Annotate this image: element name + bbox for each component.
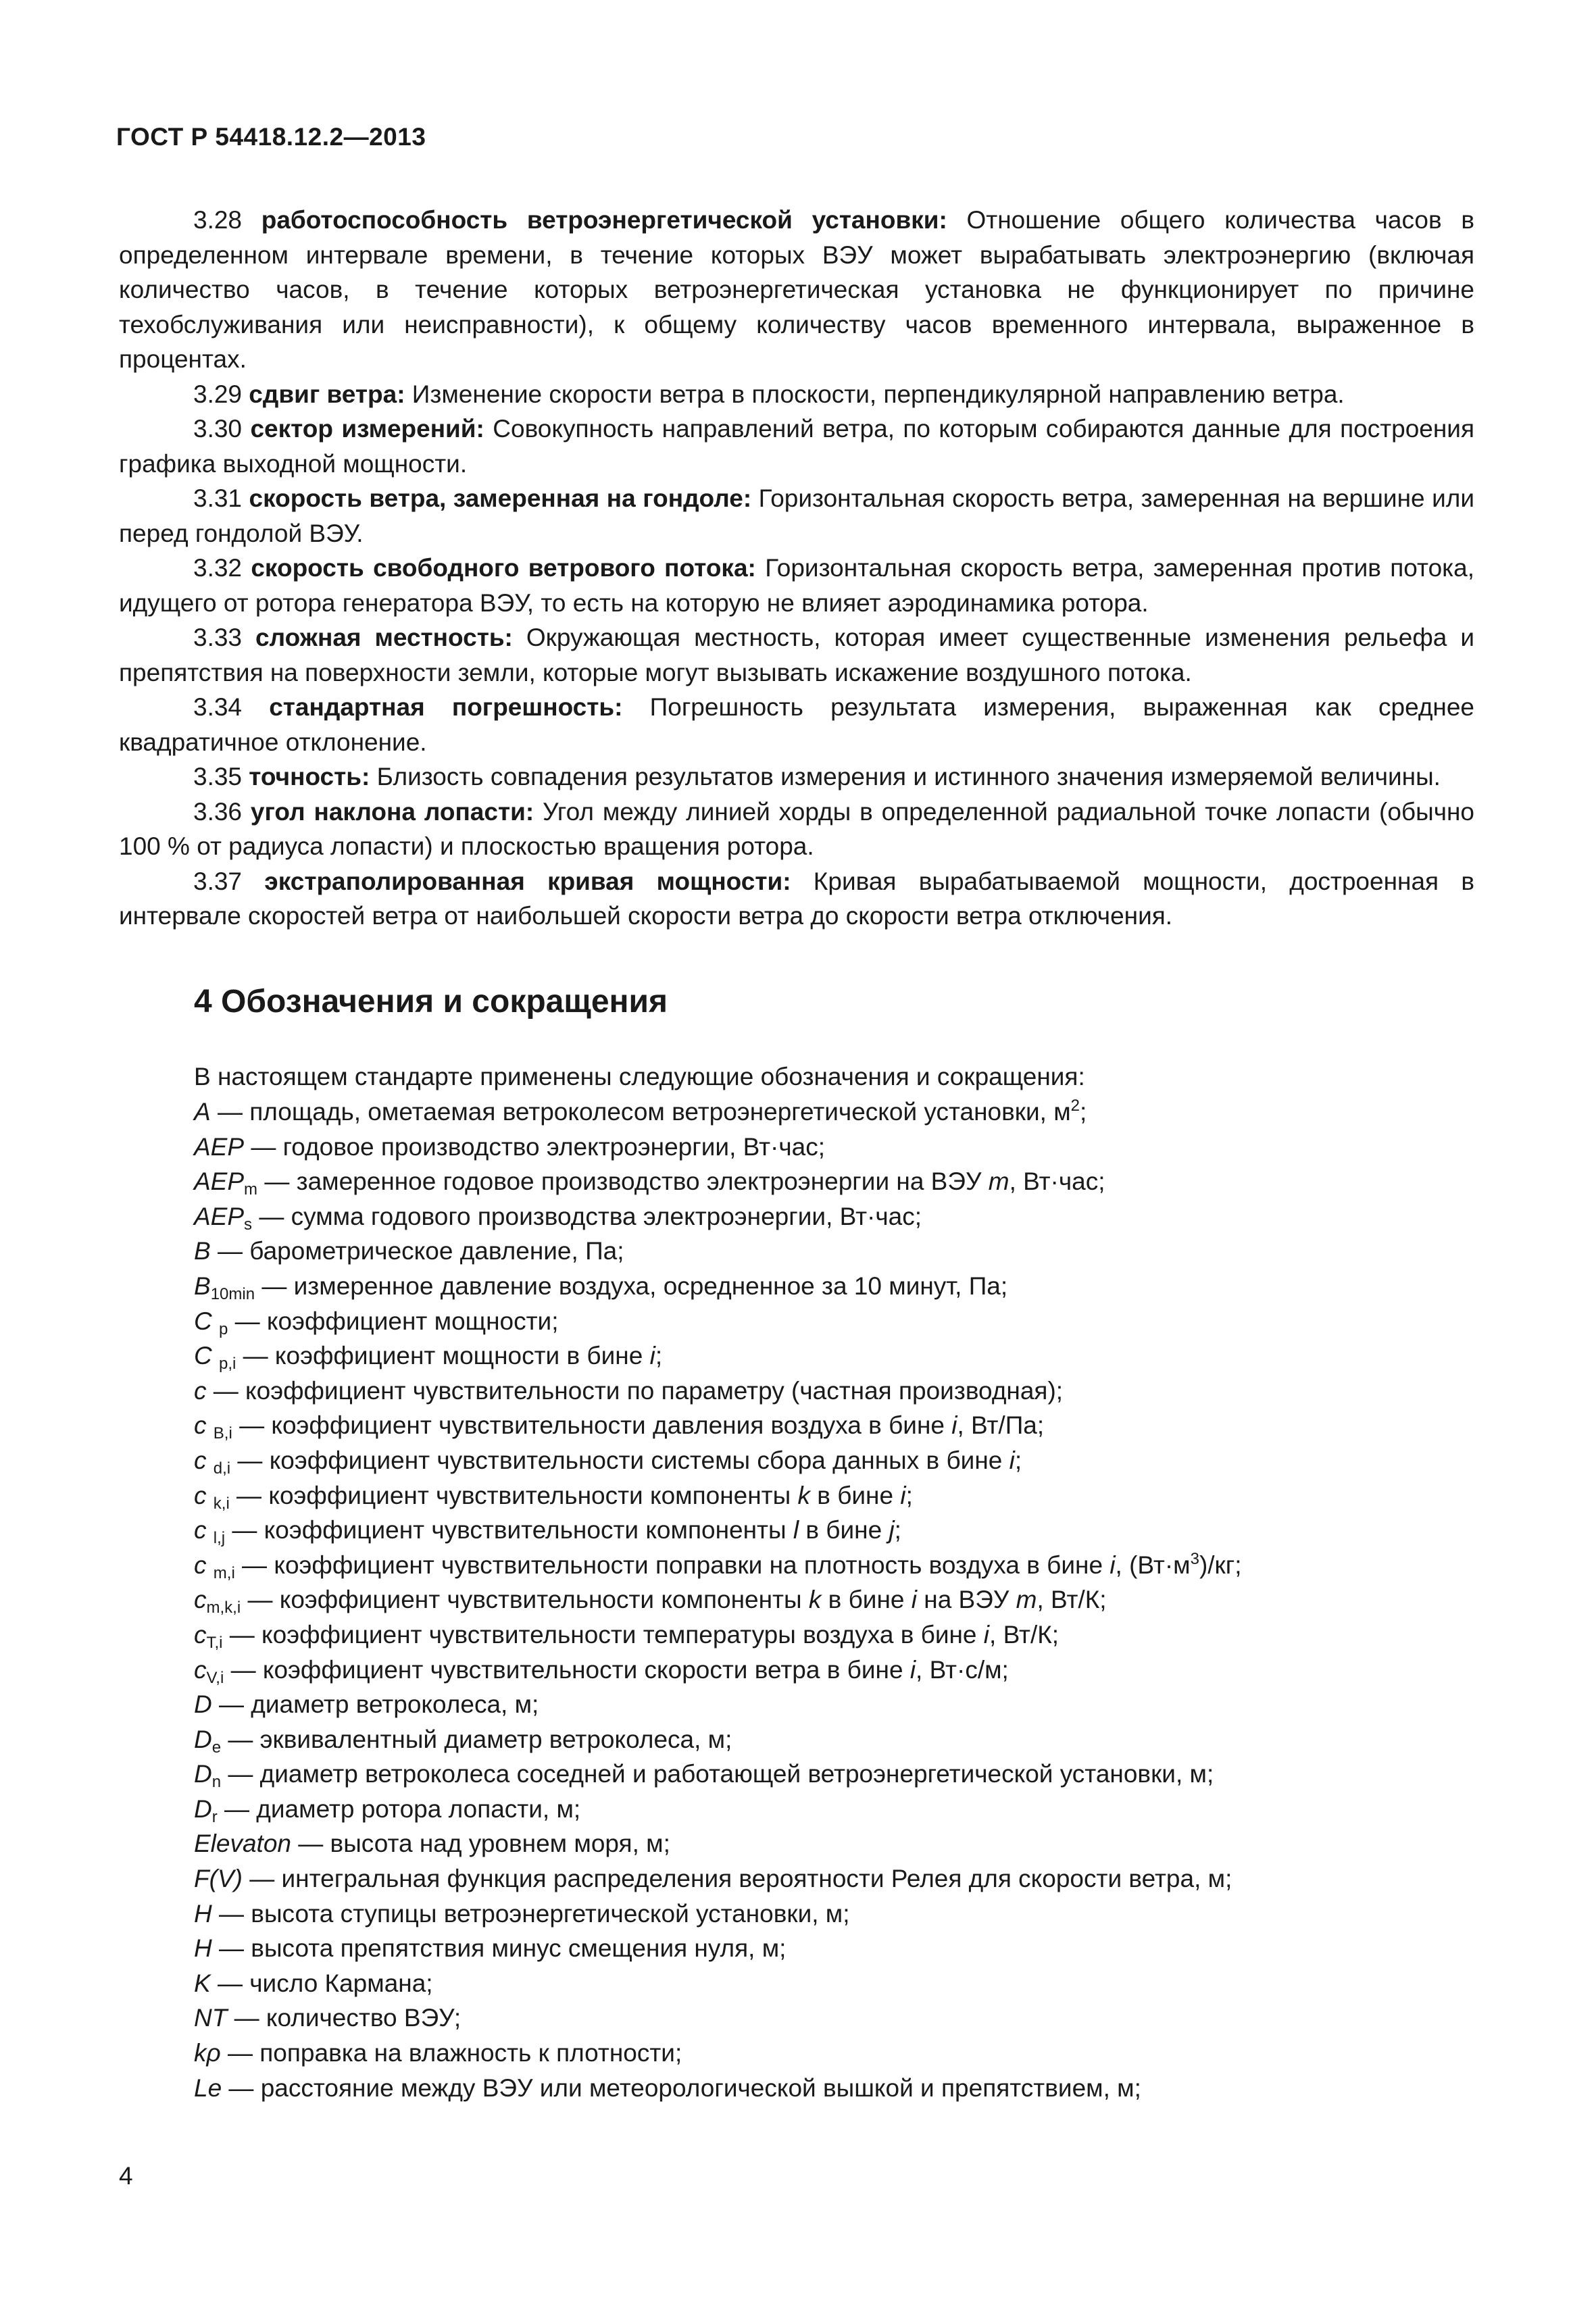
symbol: D [194, 1760, 212, 1788]
symbol-description: — коэффициент чувствительности компоненты [225, 1516, 793, 1544]
definitions-list [119, 203, 1474, 934]
symbol-item [194, 1792, 1464, 1827]
symbol-description: , Вт·с/м; [916, 1655, 1009, 1684]
symbol-item [194, 1095, 1464, 1130]
symbol-description: , Вт·час; [1009, 1167, 1105, 1196]
symbol-item [194, 1304, 1464, 1339]
definition-term: экстраполированная кривая мощности: [264, 867, 791, 895]
definition-item [119, 411, 1474, 481]
symbol-subscript: m [244, 1180, 258, 1199]
symbol: H [194, 1934, 212, 1963]
symbol: K [194, 1969, 211, 1997]
definition-text: Кривая вырабатываемой мощности, достроенная в интервале скоростей ветра от наибольшей скорости ветра до скорости ветра отключения. [119, 867, 1474, 930]
symbol: c [194, 1516, 214, 1544]
symbol-description: , Вт/К; [989, 1620, 1059, 1649]
symbol-description: ; [1080, 1098, 1087, 1126]
symbol: B [194, 1272, 211, 1300]
symbol: D [194, 1794, 212, 1823]
symbol-description: — коэффициент чувствительности температуры воздуха в бине [222, 1620, 984, 1649]
symbol-item [194, 2036, 1464, 2071]
symbol-description: — количество ВЭУ; [227, 2004, 462, 2032]
symbol-variable: i [1009, 1446, 1015, 1474]
definition-term: сдвиг ветра: [249, 380, 405, 408]
standard-header: ГОСТ Р 54418.12.2—2013 [116, 123, 426, 151]
symbol: B [194, 1237, 211, 1265]
symbol-description: — высота ступицы ветроэнергетической установки, м; [211, 1899, 850, 1928]
symbol-description: — коэффициент чувствительности давления воздуха в бине [232, 1411, 952, 1440]
symbol-subscript: 10min [210, 1284, 255, 1303]
symbol-description: — измеренное давление воздуха, осредненное за 10 минут, Па; [255, 1272, 1008, 1300]
symbol-item [194, 2071, 1464, 2106]
definition-number: 3.29 [193, 380, 243, 408]
symbol-item [194, 1966, 1464, 2001]
symbol-description: — коэффициент чувствительности компоненты [241, 1586, 809, 1614]
symbol-item [194, 1548, 1464, 1583]
symbol-item [194, 1269, 1464, 1304]
symbol-subscript: B,i [213, 1424, 232, 1443]
symbol-description: , Вт/Па; [957, 1411, 1045, 1440]
symbol-variable: i [911, 1586, 917, 1614]
definition-item [119, 690, 1474, 759]
definition-item [119, 203, 1474, 377]
symbol-subscript: p,i [219, 1355, 236, 1374]
symbol: NT [194, 2004, 228, 2032]
symbol-subscript: n [211, 1773, 222, 1792]
symbol-item [194, 1408, 1464, 1443]
definition-text: Горизонтальная скорость ветра, замеренная против потока, идущего от ротора генератора ВЭУ, то есть на которую не влияет аэродинамика ротора. [119, 554, 1475, 617]
symbol: C [194, 1342, 219, 1370]
symbol-subscript: T,i [206, 1633, 223, 1652]
symbol-variable: j [889, 1516, 895, 1544]
definition-text: Горизонтальная скорость ветра, замеренная на вершине или перед гондолой ВЭУ. [119, 484, 1475, 547]
symbol-item [194, 1199, 1464, 1234]
symbol-variable: m [988, 1167, 1009, 1196]
symbol-subscript: e [211, 1738, 222, 1757]
symbol-description: — диаметр ротора лопасти, м; [217, 1794, 581, 1823]
symbol-description: — интегральная функция распределения вероятности Релея для скорости ветра, м; [242, 1865, 1232, 1893]
symbol-description: — диаметр ветроколеса соседней и работающей ветроэнергетической установки, м; [221, 1760, 1214, 1788]
definition-text: Окружающая местность, которая имеет существенные изменения рельефа и препятствия на поверхности земли, которые могут вызывать искажение воздушного потока. [119, 624, 1475, 686]
symbol-subscript: l,j [213, 1529, 226, 1548]
symbol-subscript: s [244, 1215, 253, 1234]
symbol-subscript: d,i [213, 1459, 231, 1478]
symbol: c [194, 1586, 207, 1614]
symbol-description: — сумма годового производства электроэнергии, Вт·час; [252, 1202, 922, 1230]
symbol: H [194, 1899, 212, 1928]
symbol-item [194, 1896, 1464, 1932]
definition-text: Отношение общего количества часов в определенном интервале времени, в течение которых ВЭУ может вырабатывать электроэнергию (включая количество часов, в течение которых ветроэнергетическая установка не функционирует по причине техобслуживания или неисправности), к общему количеству часов временного интервала, выраженное в процентах. [119, 206, 1474, 373]
symbol-item [194, 1513, 1464, 1548]
symbol: AEP [194, 1202, 245, 1230]
symbol: C [194, 1307, 219, 1335]
section-intro: В настоящем стандарте применены следующие обозначения и сокращения: [194, 1063, 1085, 1090]
definition-number: 3.28 [193, 206, 243, 234]
symbol-variable: i [983, 1620, 990, 1649]
symbol: c [194, 1551, 214, 1579]
definition-number: 3.30 [193, 415, 243, 443]
symbol-description: в бине [799, 1516, 889, 1544]
definition-term: скорость ветра, замеренная на гондоле: [249, 484, 752, 512]
definition-term: скорость свободного ветрового потока: [251, 554, 756, 582]
symbol: F(V) [194, 1865, 243, 1893]
definition-number: 3.33 [193, 624, 243, 651]
symbol-description: — диаметр ветроколеса, м; [211, 1690, 539, 1719]
symbol-item [194, 1861, 1464, 1896]
symbol-superscript: 3 [1190, 1549, 1199, 1568]
symbol-description: — барометрическое давление, Па; [210, 1237, 624, 1265]
symbol-item [194, 1826, 1464, 1861]
symbols-list [194, 1095, 1464, 2105]
definition-number: 3.31 [193, 484, 243, 512]
symbol: AEP [194, 1167, 245, 1196]
symbol-description: в бине [809, 1481, 901, 1509]
symbol-item [194, 1164, 1464, 1199]
definition-item [119, 864, 1474, 934]
symbol: A [194, 1098, 211, 1126]
symbol-description: — замеренное годовое производство электроэнергии на ВЭУ [257, 1167, 989, 1196]
symbol: c [194, 1620, 207, 1649]
symbol-variable: k [808, 1586, 822, 1614]
symbol-description: — коэффициент чувствительности поправки на плотность воздуха в бине [234, 1551, 1110, 1579]
symbol-item [194, 1582, 1464, 1617]
symbol-variable: l [793, 1516, 799, 1544]
section-title: 4 Обозначения и сокращения [194, 984, 668, 1020]
definition-item [119, 620, 1474, 690]
symbol: c [194, 1481, 214, 1509]
symbol: AEP [194, 1132, 245, 1161]
definition-text: Близость совпадения результатов измерения и истинного значения измеряемой величины. [370, 763, 1441, 790]
definition-term: работоспособность ветроэнергетической установки: [261, 206, 947, 234]
symbol-description: , (Вт·м [1115, 1551, 1191, 1579]
definition-term: сложная местность: [255, 624, 513, 651]
symbol-description: — коэффициент чувствительности системы сбора данных в бине [230, 1446, 1009, 1474]
symbol-variable: i [951, 1411, 957, 1440]
symbol-description: в бине [821, 1586, 912, 1614]
symbol-description: — коэффициент чувствительности скорости ветра в бине [224, 1655, 910, 1684]
symbol-item [194, 1653, 1464, 1688]
symbol-item [194, 1374, 1464, 1409]
definition-text: Угол между линией хорды в определенной радиальной точке лопасти (обычно 100 % от радиуса лопасти) и плоскостью вращения ротора. [119, 797, 1475, 860]
symbol-description: — высота над уровнем моря, м; [291, 1830, 670, 1858]
symbol-description: , Вт/К; [1037, 1586, 1107, 1614]
symbol-variable: k [797, 1481, 810, 1509]
symbol-item [194, 1478, 1464, 1513]
definition-number: 3.32 [193, 554, 243, 582]
symbol-description: ; [1014, 1446, 1022, 1474]
symbol-description: ; [655, 1342, 663, 1370]
definition-term: угол наклона лопасти: [250, 797, 534, 826]
symbol-variable: i [900, 1481, 906, 1509]
definition-item [119, 481, 1474, 551]
symbol-subscript: r [211, 1807, 218, 1826]
definition-term: точность: [249, 763, 370, 790]
symbol: Elevaton [194, 1830, 291, 1858]
symbol-description: — поправка на влажность к плотности; [220, 2039, 682, 2067]
symbol-variable: i [1109, 1551, 1116, 1579]
symbol-item [194, 2001, 1464, 2036]
symbol: D [194, 1725, 212, 1753]
symbol-description: — коэффициент мощности; [228, 1307, 559, 1335]
symbol-subscript: k,i [213, 1494, 230, 1513]
symbol: D [194, 1690, 212, 1719]
definition-text: Погрешность результата измерения, выраженная как среднее квадратичное отклонение. [119, 693, 1475, 756]
symbol-item [194, 1338, 1464, 1374]
symbol: c [194, 1655, 207, 1684]
definition-term: сектор измерений: [250, 415, 484, 443]
symbol-item [194, 1931, 1464, 1966]
symbol: c [194, 1376, 207, 1405]
symbol-description: — коэффициент чувствительности по параметру (частная производная); [206, 1376, 1064, 1405]
symbol-description: )/кг; [1199, 1551, 1242, 1579]
symbol-item [194, 1722, 1464, 1757]
symbol-subscript: m,i [213, 1563, 235, 1582]
symbol-description: — коэффициент мощности в бине [236, 1342, 650, 1370]
symbol: Le [194, 2073, 222, 2102]
symbol-item [194, 1687, 1464, 1722]
symbol: c [194, 1411, 214, 1440]
definition-item [119, 759, 1474, 795]
symbol-description: — число Кармана; [210, 1969, 433, 1997]
symbol-subscript: p [219, 1319, 228, 1338]
definition-term: стандартная погрешность: [269, 693, 623, 721]
symbol-description: ; [905, 1481, 913, 1509]
definition-item [119, 551, 1474, 620]
symbol-variable: i [909, 1655, 916, 1684]
definition-number: 3.35 [193, 763, 243, 790]
symbol-description: на ВЭУ [916, 1586, 1016, 1614]
symbol-variable: i [649, 1342, 655, 1370]
symbol-variable: m [1016, 1586, 1037, 1614]
definition-number: 3.36 [193, 797, 243, 826]
page-number: 4 [119, 2162, 133, 2190]
symbol-subscript: V,i [206, 1668, 224, 1687]
symbol-item [194, 1443, 1464, 1478]
symbol-description: — годовое производство электроэнергии, Вт·час; [244, 1132, 826, 1161]
symbol: c [194, 1446, 214, 1474]
definition-item [119, 377, 1474, 412]
symbol-item [194, 1234, 1464, 1269]
symbol: kρ [194, 2039, 221, 2067]
symbol-description: — эквивалентный диаметр ветроколеса, м; [221, 1725, 732, 1753]
symbol-description: — расстояние между ВЭУ или метеорологической вышкой и препятствием, м; [222, 2073, 1141, 2102]
definition-text: Изменение скорости ветра в плоскости, перпендикулярной направлению ветра. [405, 380, 1345, 408]
symbol-superscript: 2 [1070, 1097, 1080, 1115]
symbol-description: ; [894, 1516, 901, 1544]
definition-number: 3.37 [193, 867, 243, 895]
definition-item [119, 795, 1474, 864]
symbol-description: — высота препятствия минус смещения нуля, м; [211, 1934, 787, 1963]
symbol-subscript: m,k,i [206, 1599, 241, 1617]
definition-text: Совокупность направлений ветра, по которым собираются данные для построения графика выходной мощности. [119, 415, 1475, 478]
definition-number: 3.34 [193, 693, 243, 721]
symbol-description: — площадь, ометаемая ветроколесом ветроэнергетической установки, м [210, 1098, 1071, 1126]
symbol-item [194, 1757, 1464, 1792]
symbol-item [194, 1617, 1464, 1653]
symbol-item [194, 1130, 1464, 1165]
symbol-description: — коэффициент чувствительности компоненты [229, 1481, 798, 1509]
